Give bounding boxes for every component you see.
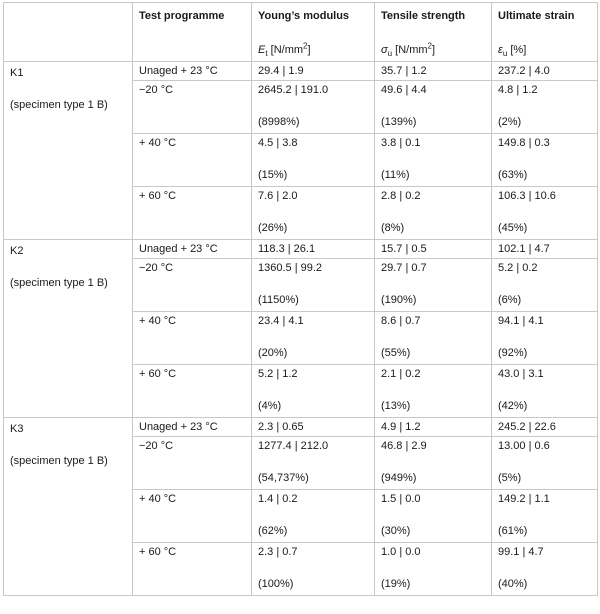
youngs-modulus-heading: Young’s modulus [258,10,350,22]
youngs-modulus-percent: (8998%) [258,116,300,128]
ultimate-strain-value: 106.3 | 10.6 [498,190,556,202]
header-blank-cell [4,3,133,62]
youngs-modulus-cell [252,543,375,596]
tensile-strength-value: 4.9 | 1.2 [381,421,421,433]
tensile-strength-value: 46.8 | 2.9 [381,440,427,452]
tensile-strength-value: 29.7 | 0.7 [381,262,427,274]
header-ultimate-strain [492,3,598,62]
youngs-modulus-percent: (62%) [258,525,288,537]
ultimate-strain-value: 5.2 | 0.2 [498,262,538,274]
youngs-modulus-cell [252,187,375,240]
youngs-modulus-percent: (54,737%) [258,472,309,484]
ultimate-strain-percent: (92%) [498,347,528,359]
youngs-modulus-cell [252,134,375,187]
tensile-strength-value: 2.8 | 0.2 [381,190,421,202]
ultimate-strain-percent: (6%) [498,294,522,306]
tensile-strength-cell [375,437,492,490]
ultimate-strain-percent: (42%) [498,400,528,412]
tensile-strength-cell [375,187,492,240]
tensile-strength-percent: (13%) [381,400,411,412]
tensile-symbol: σ [381,44,388,56]
youngs-modulus-percent: (4%) [258,400,282,412]
table-row [4,62,598,81]
ultimate-strain-value: 43.0 | 3.1 [498,368,544,380]
youngs-modulus-unit [258,43,311,57]
results-table [3,2,598,596]
ultimate-strain-cell [492,134,598,187]
tensile-strength-value: 3.8 | 0.1 [381,137,421,149]
test-programme-heading: Test programme [139,10,225,22]
test-programme-cell [133,240,252,259]
test-programme-value: Unaged + 23 °C [139,65,218,77]
test-programme-value: Unaged + 23 °C [139,421,218,433]
header-youngs-modulus [252,3,375,62]
ultimate-strain-percent: (61%) [498,525,528,537]
tensile-strength-cell [375,240,492,259]
ultimate-strain-heading: Ultimate strain [498,10,575,22]
youngs-modulus-value: 2.3 | 0.65 [258,421,304,433]
test-programme-cell [133,543,252,596]
test-programme-cell [133,490,252,543]
test-programme-cell [133,134,252,187]
tensile-strength-unit [381,43,435,57]
test-programme-value: −20 °C [139,84,174,96]
ultimate-strain-value: 149.8 | 0.3 [498,137,550,149]
specimen-type-note: (specimen type 1 B) [10,277,108,289]
tensile-strength-value: 35.7 | 1.2 [381,65,427,77]
tensile-strength-cell [375,81,492,134]
youngs-modulus-value: 5.2 | 1.2 [258,368,298,380]
youngs-modulus-percent: (1150%) [258,294,299,306]
specimen-name: K1 [10,67,24,79]
table-body [4,62,598,596]
ultimate-strain-percent: (63%) [498,169,528,181]
youngs-modulus-cell [252,259,375,312]
tensile-strength-cell [375,543,492,596]
youngs-modulus-cell [252,81,375,134]
youngs-modulus-value: 1277.4 | 212.0 [258,440,329,452]
table-row [4,240,598,259]
test-programme-value: + 40 °C [139,315,177,327]
tensile-strength-cell [375,259,492,312]
test-programme-cell [133,62,252,81]
table-row [4,418,598,437]
youngs-modulus-value: 1360.5 | 99.2 [258,262,323,274]
tensile-strength-percent: (949%) [381,472,417,484]
ultimate-strain-cell [492,490,598,543]
ultimate-strain-value: 102.1 | 4.7 [498,243,550,255]
ultimate-strain-cell [492,81,598,134]
tensile-strength-percent: (190%) [381,294,417,306]
ultimate-strain-cell [492,543,598,596]
ultimate-strain-cell [492,418,598,437]
youngs-modulus-percent: (26%) [258,222,288,234]
youngs-modulus-cell [252,240,375,259]
table-header [4,3,598,62]
youngs-modulus-cell [252,418,375,437]
tensile-strength-cell [375,365,492,418]
tensile-strength-value: 49.6 | 4.4 [381,84,427,96]
ultimate-strain-percent: (2%) [498,116,522,128]
ultimate-strain-cell [492,312,598,365]
test-programme-value: + 60 °C [139,368,177,380]
tensile-strength-value: 8.6 | 0.7 [381,315,421,327]
youngs-modulus-value: 118.3 | 26.1 [258,243,316,255]
specimen-group-cell [4,240,133,418]
strain-unit-text: [%] [510,44,527,56]
ultimate-strain-percent: (45%) [498,222,528,234]
ultimate-strain-cell [492,240,598,259]
youngs-modulus-value: 2645.2 | 191.0 [258,84,329,96]
tensile-unit-text: [N/mm [395,44,428,56]
tensile-strength-cell [375,62,492,81]
test-programme-value: + 40 °C [139,493,177,505]
ultimate-strain-percent: (40%) [498,578,528,590]
youngs-modulus-percent: (100%) [258,578,294,590]
tensile-strength-percent: (8%) [381,222,405,234]
youngs-modulus-cell [252,312,375,365]
tensile-strength-cell [375,134,492,187]
ultimate-strain-value: 13.00 | 0.6 [498,440,550,452]
ultimate-strain-value: 94.1 | 4.1 [498,315,544,327]
tensile-unit-exp: 2 [427,41,432,51]
tensile-strength-cell [375,312,492,365]
test-programme-cell [133,365,252,418]
tensile-strength-value: 1.5 | 0.0 [381,493,421,505]
specimen-group-cell [4,62,133,240]
tensile-strength-percent: (30%) [381,525,411,537]
youngs-modulus-cell [252,490,375,543]
youngs-modulus-value: 23.4 | 4.1 [258,315,304,327]
test-programme-cell [133,437,252,490]
youngs-unit-text: [N/mm [270,44,304,56]
ultimate-strain-cell [492,187,598,240]
test-programme-value: + 60 °C [139,546,177,558]
test-programme-cell [133,187,252,240]
header-test-programme [133,3,252,62]
tensile-unit-close: ] [432,44,436,56]
specimen-group-cell [4,418,133,596]
tensile-strength-percent: (19%) [381,578,411,590]
test-programme-value: + 60 °C [139,190,177,202]
header-tensile-strength [375,3,492,62]
ultimate-strain-value: 4.8 | 1.2 [498,84,538,96]
youngs-subscript: t [265,49,268,59]
tensile-strength-percent: (139%) [381,116,417,128]
youngs-modulus-value: 7.6 | 2.0 [258,190,298,202]
strain-subscript: u [502,49,508,59]
specimen-type-note: (specimen type 1 B) [10,99,108,111]
youngs-modulus-value: 1.4 | 0.2 [258,493,298,505]
tensile-strength-value: 1.0 | 0.0 [381,546,421,558]
test-programme-cell [133,81,252,134]
ultimate-strain-value: 245.2 | 22.6 [498,421,556,433]
tensile-strength-heading: Tensile strength [381,10,466,22]
specimen-name: K3 [10,423,24,435]
test-programme-value: −20 °C [139,262,174,274]
ultimate-strain-unit [498,43,526,57]
youngs-unit-close: ] [307,44,311,56]
ultimate-strain-value: 99.1 | 4.7 [498,546,544,558]
test-programme-cell [133,259,252,312]
ultimate-strain-cell [492,437,598,490]
tensile-subscript: u [387,49,393,59]
test-programme-value: Unaged + 23 °C [139,243,218,255]
test-programme-cell [133,418,252,437]
ultimate-strain-percent: (5%) [498,472,522,484]
tensile-strength-cell [375,418,492,437]
tensile-strength-percent: (11%) [381,169,410,181]
strain-symbol: ε [498,44,503,56]
youngs-modulus-percent: (15%) [258,169,288,181]
header-row [4,3,598,62]
tensile-strength-percent: (55%) [381,347,411,359]
ultimate-strain-cell [492,259,598,312]
test-programme-cell [133,312,252,365]
test-programme-value: −20 °C [139,440,174,452]
ultimate-strain-value: 237.2 | 4.0 [498,65,550,77]
youngs-modulus-value: 29.4 | 1.9 [258,65,304,77]
youngs-modulus-cell [252,62,375,81]
youngs-modulus-cell [252,437,375,490]
youngs-modulus-value: 4.5 | 3.8 [258,137,298,149]
ultimate-strain-cell [492,62,598,81]
youngs-modulus-cell [252,365,375,418]
tensile-strength-value: 15.7 | 0.5 [381,243,427,255]
youngs-modulus-value: 2.3 | 0.7 [258,546,298,558]
tensile-strength-value: 2.1 | 0.2 [381,368,421,380]
youngs-modulus-percent: (20%) [258,347,288,359]
specimen-name: K2 [10,245,24,257]
specimen-type-note: (specimen type 1 B) [10,455,108,467]
tensile-strength-cell [375,490,492,543]
test-programme-value: + 40 °C [139,137,177,149]
ultimate-strain-value: 149.2 | 1.1 [498,493,550,505]
ultimate-strain-cell [492,365,598,418]
youngs-symbol: E [258,44,266,56]
youngs-unit-exp: 2 [303,41,308,51]
